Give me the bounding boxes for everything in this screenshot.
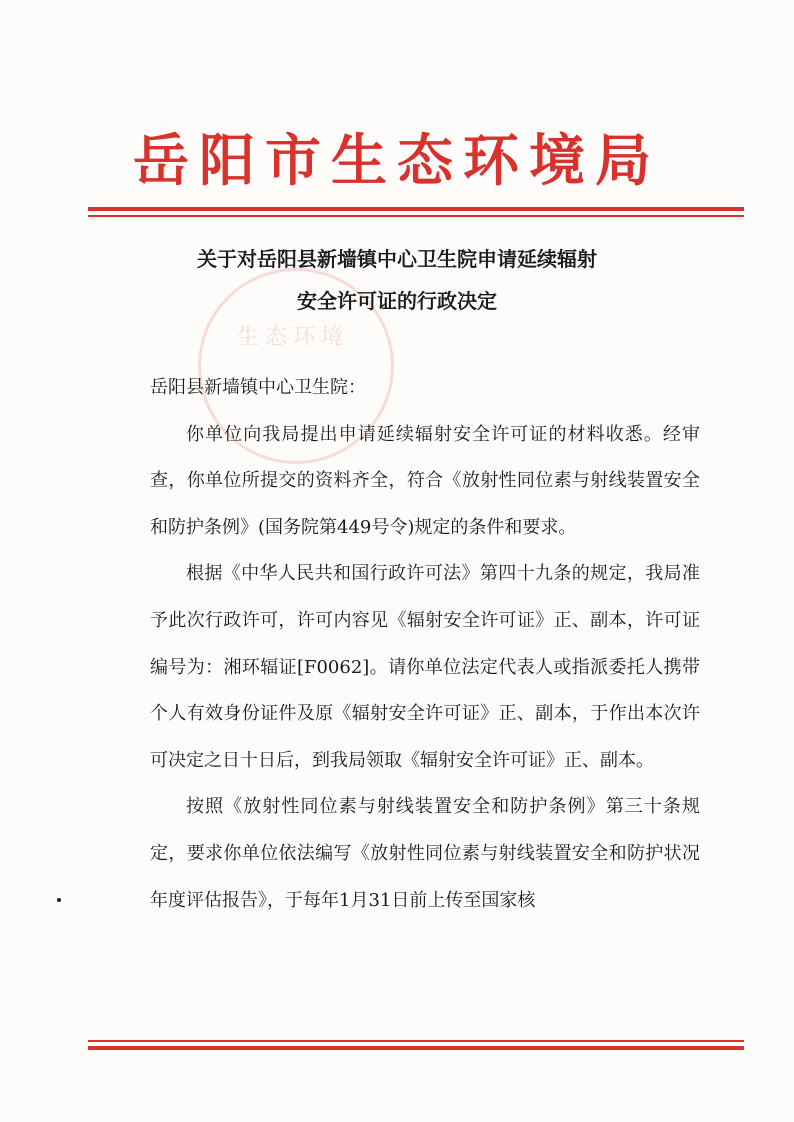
document-title-line-1: 关于对岳阳县新墙镇中心卫生院申请延续辐射 — [197, 247, 597, 271]
official-seal-text: 生态环境 — [236, 325, 349, 350]
paragraph-1: 你单位向我局提出申请延续辐射安全许可证的材料收悉。经审查，你单位所提交的资料齐全，符合《放射性同位素与射线装置安全和防护条例》(国务院第449号令)规定的条件和要求。 — [150, 423, 700, 538]
organization-header: 岳阳市生态环境局 — [133, 128, 661, 194]
footer-rule-thick — [88, 1046, 744, 1050]
document-title — [100, 238, 694, 322]
header-rule-thin — [88, 215, 744, 217]
paragraph-2: 根据《中华人民共和国行政许可法》第四十九条的规定，我局准予此次行政许可，许可内容见《辐射安全许可证》正、副本，许可证编号为：湘环辐证[F0062]。请你单位法定代表人或指派委托人携带个人有效身份证件及原《辐射安全许可证》正、副本，于作出本次许可决定之日十日后，到我局领取《辐射安全许可证》正、副本。 — [150, 563, 700, 771]
footer-rule-thin — [88, 1040, 744, 1042]
margin-dot — [57, 898, 61, 902]
header-rule-thick — [88, 207, 744, 211]
addressee: 岳阳县新墙镇中心卫生院： — [150, 377, 366, 398]
document-title-line-2: 安全许可证的行政决定 — [297, 289, 497, 313]
document-body — [150, 365, 700, 924]
paragraph-3: 按照《放射性同位素与射线装置安全和防护条例》第三十条规定，要求你单位依法编写《放射性同位素与射线装置安全和防护状况年度评估报告》，于每年1月31日前上传至国家核 — [150, 796, 700, 911]
